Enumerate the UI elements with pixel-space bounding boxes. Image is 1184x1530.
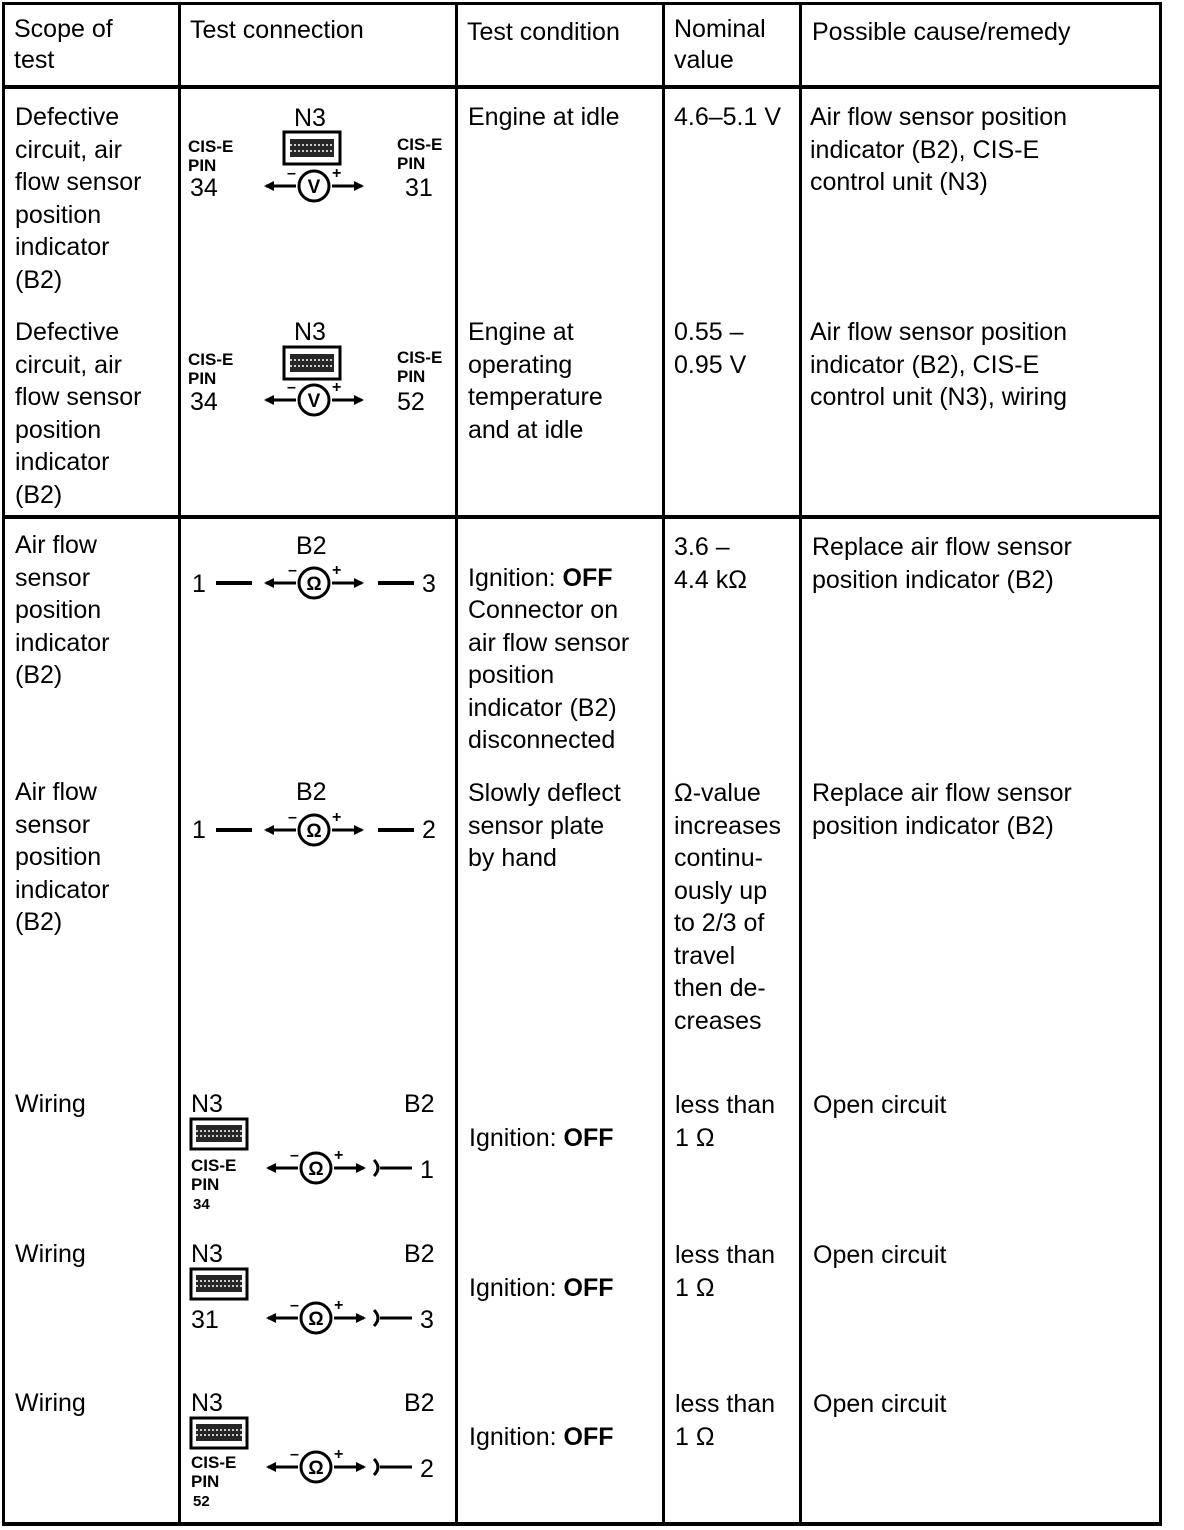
left-pin-number: 34 <box>193 1196 210 1213</box>
row-nominal: 3.6 – 4.4 kΩ <box>674 533 747 594</box>
meter-symbol: Ω <box>308 1458 324 1479</box>
condition-prefix: Ignition: <box>469 1422 564 1451</box>
row-scope: Wiring <box>15 1240 86 1268</box>
unit-code: N3 <box>294 318 326 346</box>
svg-text:–: – <box>287 380 296 396</box>
row-condition <box>469 1089 614 1154</box>
header-scope: Scope of test <box>14 15 113 74</box>
condition-rest: Connector on air flow sensor position indicator (B2) disconnected <box>468 596 630 754</box>
left-unit-code: N3 <box>191 1090 223 1118</box>
row-nominal: less than 1 Ω <box>675 1091 776 1152</box>
row-condition <box>468 529 629 789</box>
row-condition: Slowly deflect sensor plate by hand <box>468 779 621 872</box>
right-pin-number: 3 <box>420 1306 434 1334</box>
col-border-2 <box>455 2 458 1526</box>
left-unit-code: N3 <box>191 1240 223 1268</box>
row-scope: Defective circuit, air flow sensor position indicator (B2) <box>15 318 142 509</box>
svg-text:+: + <box>332 380 342 396</box>
row-cause: Open circuit <box>813 1390 947 1418</box>
row-cause: Open circuit <box>813 1241 947 1269</box>
meter-symbol: V <box>307 177 321 198</box>
col-border-3 <box>662 2 665 1526</box>
row-nominal: less than 1 Ω <box>675 1241 776 1302</box>
left-pin-number: 1 <box>192 570 206 598</box>
control-unit-icon <box>189 1416 249 1450</box>
unit-code: N3 <box>294 104 326 132</box>
control-unit-icon <box>189 1267 249 1301</box>
svg-text:+: + <box>334 1298 344 1314</box>
condition-prefix: Ignition: <box>469 1123 564 1152</box>
unit-code: B2 <box>296 532 327 560</box>
row-cause: Open circuit <box>813 1091 947 1119</box>
col-border-4 <box>799 2 802 1526</box>
row-nominal: 0.55 – 0.95 V <box>674 318 747 379</box>
control-unit-icon <box>282 130 342 166</box>
voltmeter-icon <box>262 166 366 206</box>
meter-symbol: Ω <box>306 821 322 842</box>
ohmmeter-icon <box>262 1148 442 1188</box>
table-bottom-border <box>2 1522 1162 1526</box>
row-scope: Air flow sensor position indicator (B2) <box>15 531 110 689</box>
meter-symbol: Ω <box>306 574 322 595</box>
left-pin-number: 1 <box>192 816 206 844</box>
right-unit-code: B2 <box>404 1389 435 1417</box>
ohmmeter-icon <box>210 810 450 850</box>
meter-symbol: Ω <box>308 1159 324 1180</box>
svg-text:–: – <box>290 1298 299 1314</box>
svg-text:+: + <box>332 810 342 826</box>
right-pin-number: 2 <box>420 1455 434 1483</box>
right-unit-code: B2 <box>404 1240 435 1268</box>
row-scope: Air flow sensor position indicator (B2) <box>15 778 110 936</box>
svg-text:+: + <box>332 563 342 579</box>
left-pin-number: 31 <box>191 1306 219 1334</box>
svg-text:–: – <box>288 563 297 579</box>
condition-bold: OFF <box>563 1422 614 1451</box>
svg-text:–: – <box>288 810 297 826</box>
group-divider-1 <box>2 515 1162 519</box>
svg-text:–: – <box>290 1447 299 1463</box>
right-pin-number: 1 <box>420 1156 434 1184</box>
row-cause: Air flow sensor position indicator (B2), CIS-E control unit (N3) <box>810 103 1068 196</box>
ohmmeter-icon <box>262 1298 442 1338</box>
table-top-border <box>2 2 1162 5</box>
header-connection: Test connection <box>190 16 364 44</box>
control-unit-icon <box>282 345 342 381</box>
left-pin-label: CIS-E PIN <box>191 1156 237 1194</box>
row-nominal: less than 1 Ω <box>675 1390 776 1451</box>
right-pin-number: 2 <box>422 816 436 844</box>
col-border-1 <box>178 2 181 1526</box>
left-pin-number: 52 <box>193 1493 210 1510</box>
right-pin-number: 31 <box>405 174 433 202</box>
svg-text:+: + <box>332 166 342 182</box>
row-cause: Air flow sensor position indicator (B2), CIS-E control unit (N3), wiring <box>810 318 1068 411</box>
row-scope: Wiring <box>15 1090 86 1118</box>
left-unit-code: N3 <box>191 1389 223 1417</box>
condition-bold: OFF <box>562 563 613 592</box>
row-condition: Engine at operating temperature and at idle <box>468 318 603 444</box>
col-border-left <box>2 2 5 1526</box>
control-unit-icon <box>189 1117 249 1151</box>
row-cause: Replace air flow sensor position indicator (B2) <box>812 533 1072 594</box>
voltmeter-icon <box>262 380 366 420</box>
row-nominal: Ω-value increases continu- ously up to 2/3 of travel then de- creases <box>674 779 781 1035</box>
meter-symbol: Ω <box>308 1309 324 1330</box>
header-cause: Possible cause/remedy <box>812 18 1071 46</box>
row-cause: Replace air flow sensor position indicator (B2) <box>812 779 1072 840</box>
header-nominal: Nominal value <box>674 15 766 74</box>
row-nominal: 4.6–5.1 V <box>674 103 782 131</box>
left-pin-number: 34 <box>190 388 218 416</box>
left-pin-label: CIS-E PIN <box>188 137 234 175</box>
ohmmeter-icon <box>210 563 450 603</box>
left-pin-number: 34 <box>190 174 218 202</box>
right-pin-label: CIS-E PIN <box>397 135 443 173</box>
svg-text:+: + <box>334 1148 344 1164</box>
row-scope: Wiring <box>15 1389 86 1417</box>
unit-code: B2 <box>296 778 327 806</box>
right-pin-number: 3 <box>422 570 436 598</box>
row-condition <box>469 1239 614 1304</box>
ohmmeter-icon <box>262 1447 442 1487</box>
svg-text:+: + <box>334 1447 344 1463</box>
row-scope: Defective circuit, air flow sensor position indicator (B2) <box>15 103 142 294</box>
right-unit-code: B2 <box>404 1090 435 1118</box>
row-condition: Engine at idle <box>468 103 620 131</box>
right-pin-label: CIS-E PIN <box>397 348 443 386</box>
svg-text:–: – <box>287 166 296 182</box>
col-border-right <box>1159 2 1162 1526</box>
condition-bold: OFF <box>563 1123 614 1152</box>
meter-symbol: V <box>307 391 321 412</box>
condition-bold: OFF <box>563 1273 614 1302</box>
left-pin-label: CIS-E PIN <box>188 350 234 388</box>
row-condition <box>469 1388 614 1453</box>
condition-prefix: Ignition: <box>469 1273 564 1302</box>
condition-prefix: Ignition: <box>468 563 563 592</box>
header-condition: Test condition <box>467 18 620 46</box>
right-pin-number: 52 <box>397 388 425 416</box>
header-bottom-border <box>2 85 1162 89</box>
left-pin-label: CIS-E PIN <box>191 1453 237 1491</box>
svg-text:–: – <box>290 1148 299 1164</box>
